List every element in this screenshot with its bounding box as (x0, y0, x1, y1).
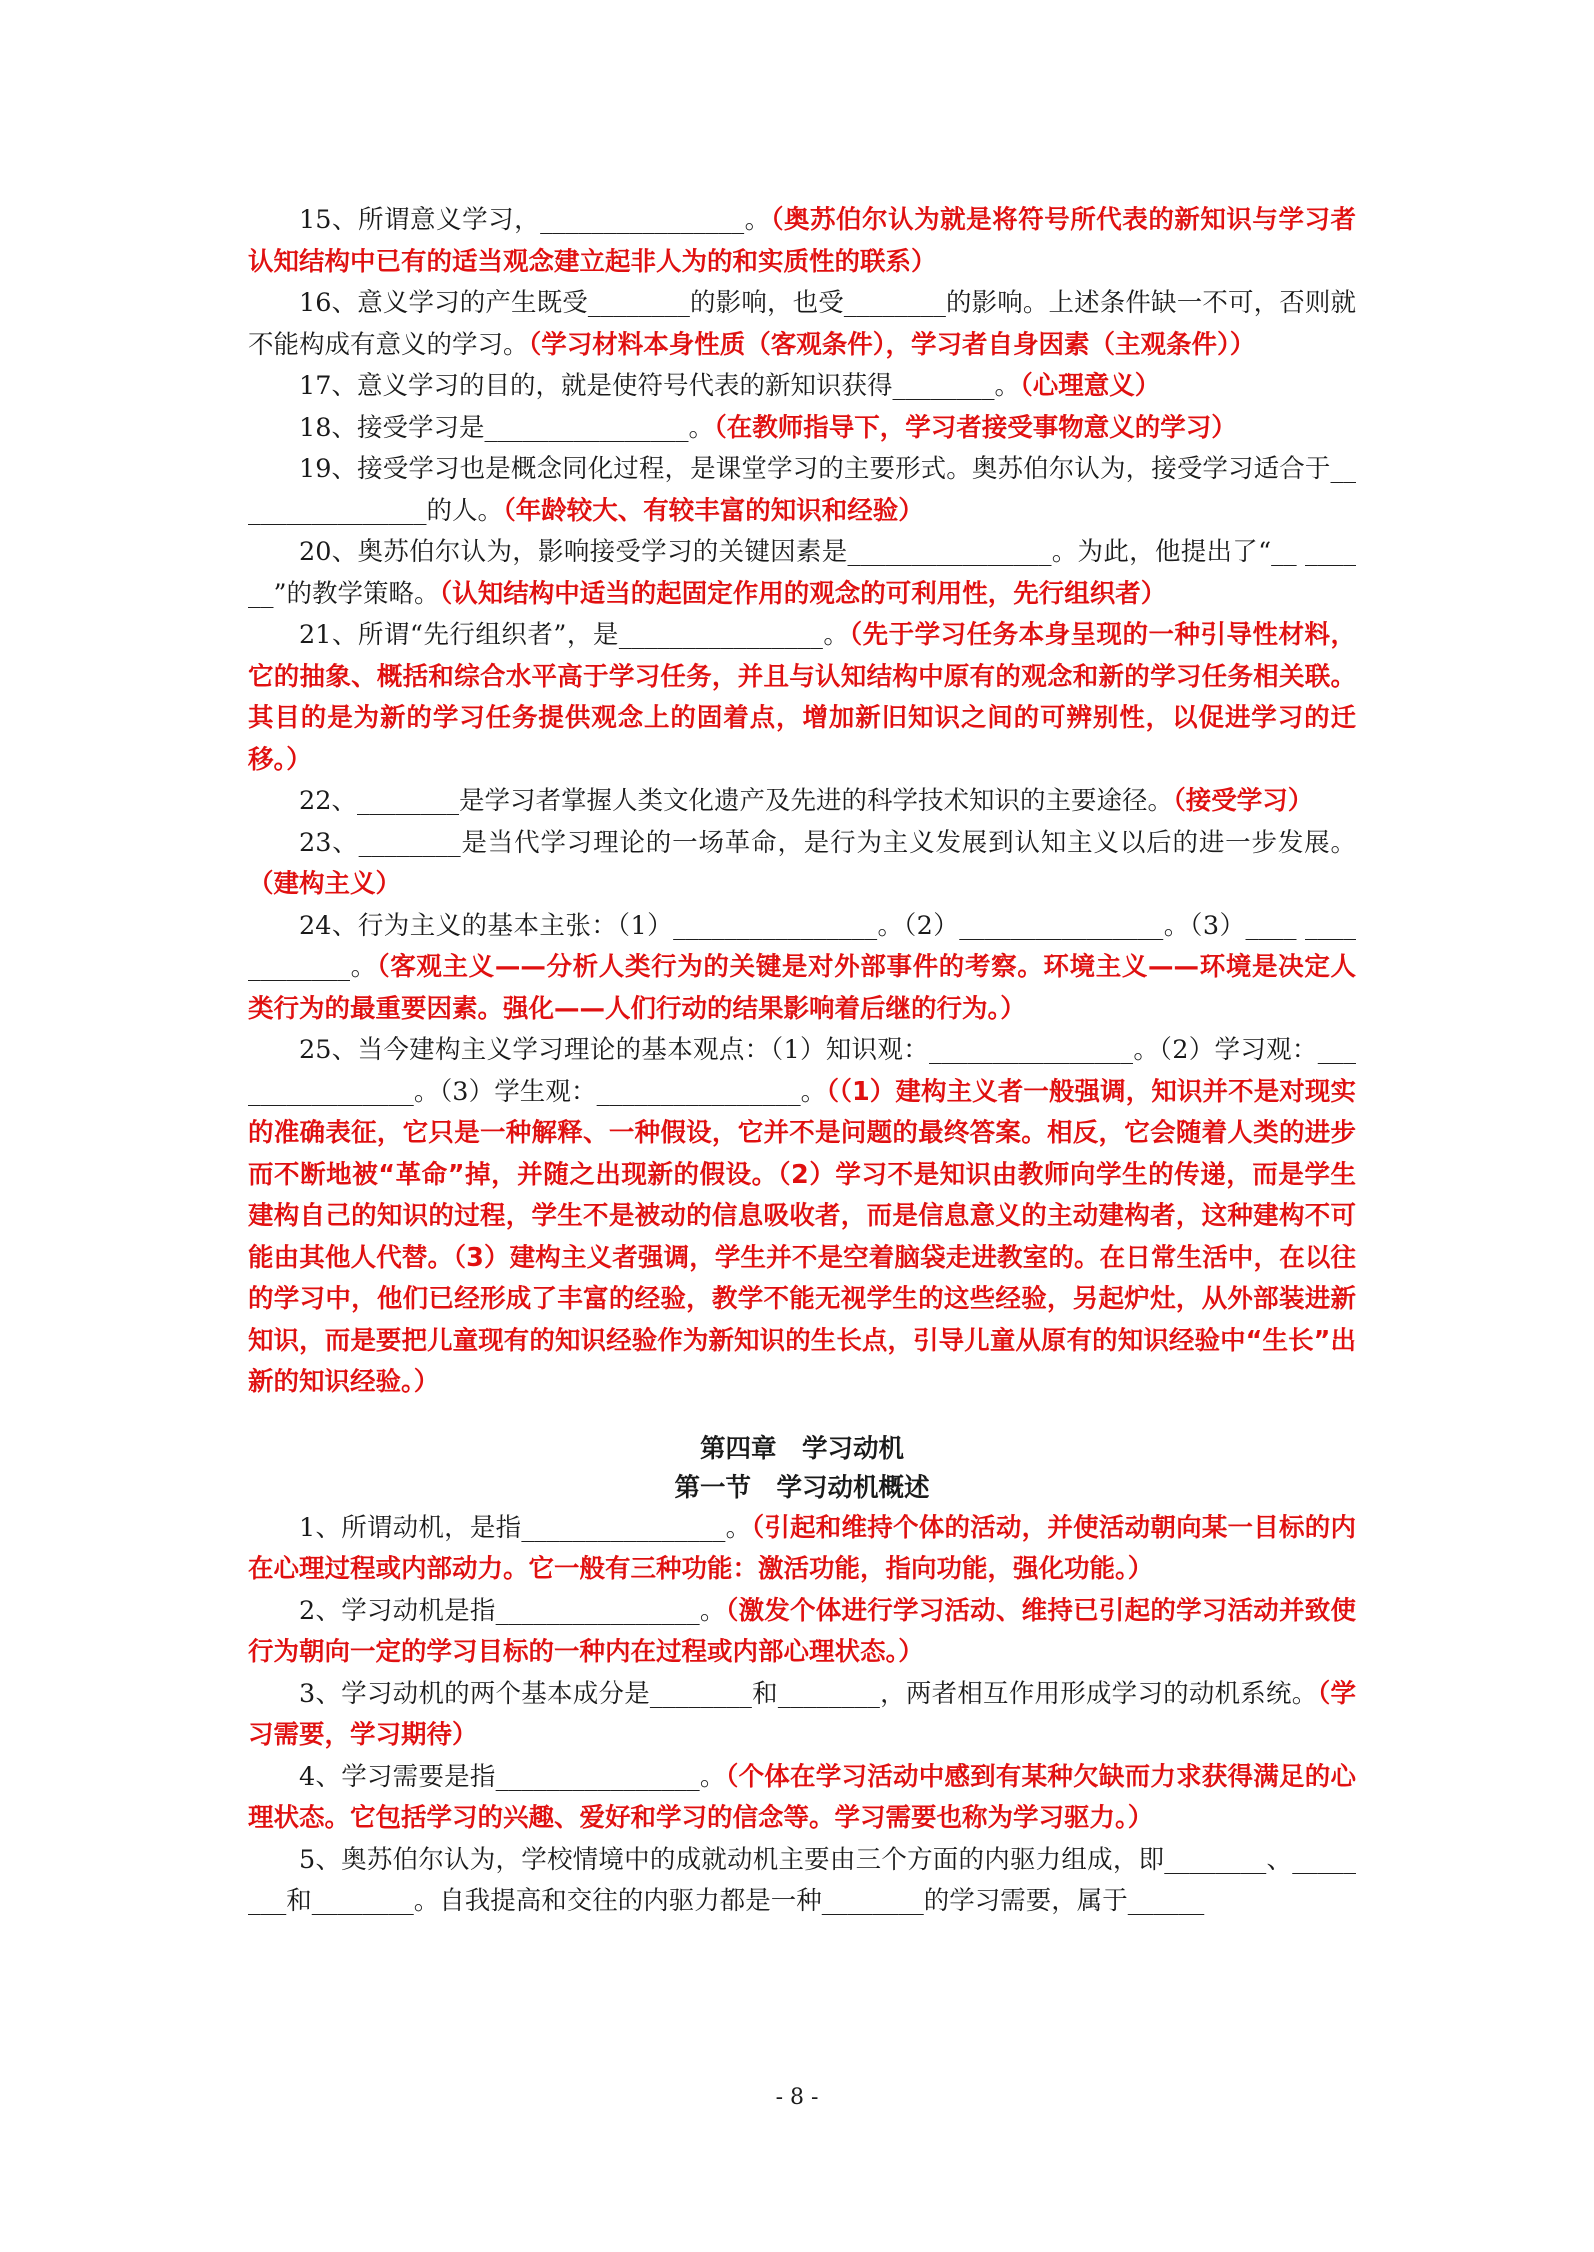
question-1 (248, 1508, 1356, 1591)
question-5 (248, 1840, 1356, 1923)
answer-text: （激发个体进行学习活动、维持已引起的学习活动并致使行为朝向一定的学习目标的一种内在过程或内部心理状态。） (248, 1595, 1356, 1667)
question-text: 3、学习动机的两个基本成分是________和________，两者相互作用形成学习的动机系统。 (299, 1678, 1318, 1709)
question-list (248, 200, 1356, 1404)
question-text: 19、接受学习也是概念同化过程，是课堂学习的主要形式。奥苏伯尔认为，接受学习适合于________________的人。 (248, 454, 1356, 526)
answer-text: （心理意义） (1019, 371, 1161, 401)
question-text: 23、________是当代学习理论的一场革命，是行为主义发展到认知主义以后的进一步发展。 (299, 827, 1356, 858)
question-text: 20、奥苏伯尔认为，影响接受学习的关键因素是________________。为此，他提出了“__ ______”的教学策略。 (248, 537, 1356, 609)
question-17 (248, 366, 1356, 408)
question-21 (248, 615, 1356, 781)
answer-text: （客观主义——分析人类行为的关键是对外部事件的考察。环境主义——环境是决定人类行为的最重要因素。强化——人们行动的结果影响着后继的行为。） (248, 952, 1356, 1024)
question-text: 24、行为主义的基本主张：（1）________________。（2）________________。（3）____ ____________。 (248, 910, 1356, 982)
question-3 (248, 1674, 1356, 1757)
question-2 (248, 1591, 1356, 1674)
question-25 (248, 1030, 1356, 1404)
question-23 (248, 823, 1356, 906)
question-text: 22、________是学习者掌握人类文化遗产及先进的科学技术知识的主要途径。 (299, 786, 1173, 816)
answer-text: （在教师指导下，学习者接受事物意义的学习） (713, 412, 1237, 443)
question-20 (248, 532, 1356, 615)
question-text: 2、学习动机是指________________。 (299, 1595, 726, 1626)
section-title: 第一节 学习动机概述 (674, 1472, 930, 1503)
question-19 (248, 449, 1356, 532)
question-text: 15、所谓意义学习，________________。 (299, 205, 771, 235)
answer-text: （先于学习任务本身呈现的一种引导性材料，它的抽象、概括和综合水平高于学习任务，并且与认知结构中原有的观念和新的学习任务相关联。其目的是为新的学习任务提供观念上的固着点，增加新旧知识之间的可辨别性，以促进学习的迁移。） (248, 620, 1356, 775)
answer-text: （接受学习） (1172, 786, 1314, 816)
answer-text: （引起和维持个体的活动，并使活动朝向某一目标的内在心理过程或内部动力。它一般有三种功能：激活功能，指向功能，强化功能。） (248, 1512, 1356, 1584)
question-16 (248, 283, 1356, 366)
page-number: - 8 - (775, 2085, 819, 2110)
answer-text: （学习需要，学习期待） (248, 1678, 1356, 1750)
question-text: 16、意义学习的产生既受________的影响，也受________的影响。上述条件缺一不可，否则就不能构成有意义的学习。 (248, 288, 1356, 360)
question-text: 5、奥苏伯尔认为，学校情境中的成就动机主要由三个方面的内驱力组成，即________、________和________。自我提高和交往的内驱力都是一种________的学习需要，属于______ (248, 1844, 1356, 1916)
question-text: 21、所谓“先行组织者”，是________________。 (299, 620, 850, 650)
question-text: 4、学习需要是指________________。 (299, 1761, 726, 1792)
question-list-chapter-4 (248, 1508, 1356, 1923)
chapter-title: 第四章 学习动机 (699, 1433, 904, 1464)
question-24 (248, 906, 1356, 1031)
question-text: 17、意义学习的目的，就是使符号代表的新知识获得________。 (299, 371, 1020, 401)
answer-text: （（1）建构主义者一般强调，知识并不是对现实的准确表征，它只是一种解释、一种假设，它并不是问题的最终答案。相反，它会随着人类的进步而不断地被“革命”掉，并随之出现新的假设。（2）学习不是知识由教师向学生的传递，而是学生建构自己的知识的过程，学生不是被动的信息吸收者，而是信息意义的主动建构者，这种建构不可能由其他人代替。（3）建构主义者强调，学生并不是空着脑袋走进教室的。在日常生活中，在以往的学习中，他们已经形成了丰富的经验，教学不能无视学生的这些经验，另起炉灶，从外部装进新知识，而是要把儿童现有的知识经验作为新知识的生长点，引导儿童从原有的知识经验中“生长”出新的知识经验。） (248, 1076, 1356, 1397)
question-18 (248, 408, 1356, 450)
answer-text: （个体在学习活动中感到有某种欠缺而力求获得满足的心理状态。它包括学习的兴趣、爱好和学习的信念等。学习需要也称为学习驱力。） (248, 1761, 1356, 1833)
answer-text: （学习材料本身性质（客观条件），学习者自身因素（主观条件）） (528, 329, 1256, 360)
answer-text: （年龄较大、有较丰富的知识和经验） (503, 495, 924, 526)
answer-text: （建构主义） (248, 869, 402, 899)
answer-text: （奥苏伯尔认为就是将符号所代表的新知识与学习者认知结构中已有的适当观念建立起非人为的和实质性的联系） (248, 205, 1356, 277)
question-text: 18、接受学习是________________。 (299, 412, 714, 443)
question-text: 25、当今建构主义学习理论的基本观点：（1）知识观：________________。（2）学习观：________________。（3）学生观：________________。 (248, 1035, 1356, 1107)
question-text: 1、所谓动机，是指________________。 (299, 1512, 752, 1543)
question-15 (248, 200, 1356, 283)
question-4 (248, 1757, 1356, 1840)
question-22 (248, 781, 1356, 823)
answer-text: （认知结构中适当的起固定作用的观念的可利用性，先行组织者） (439, 578, 1167, 609)
